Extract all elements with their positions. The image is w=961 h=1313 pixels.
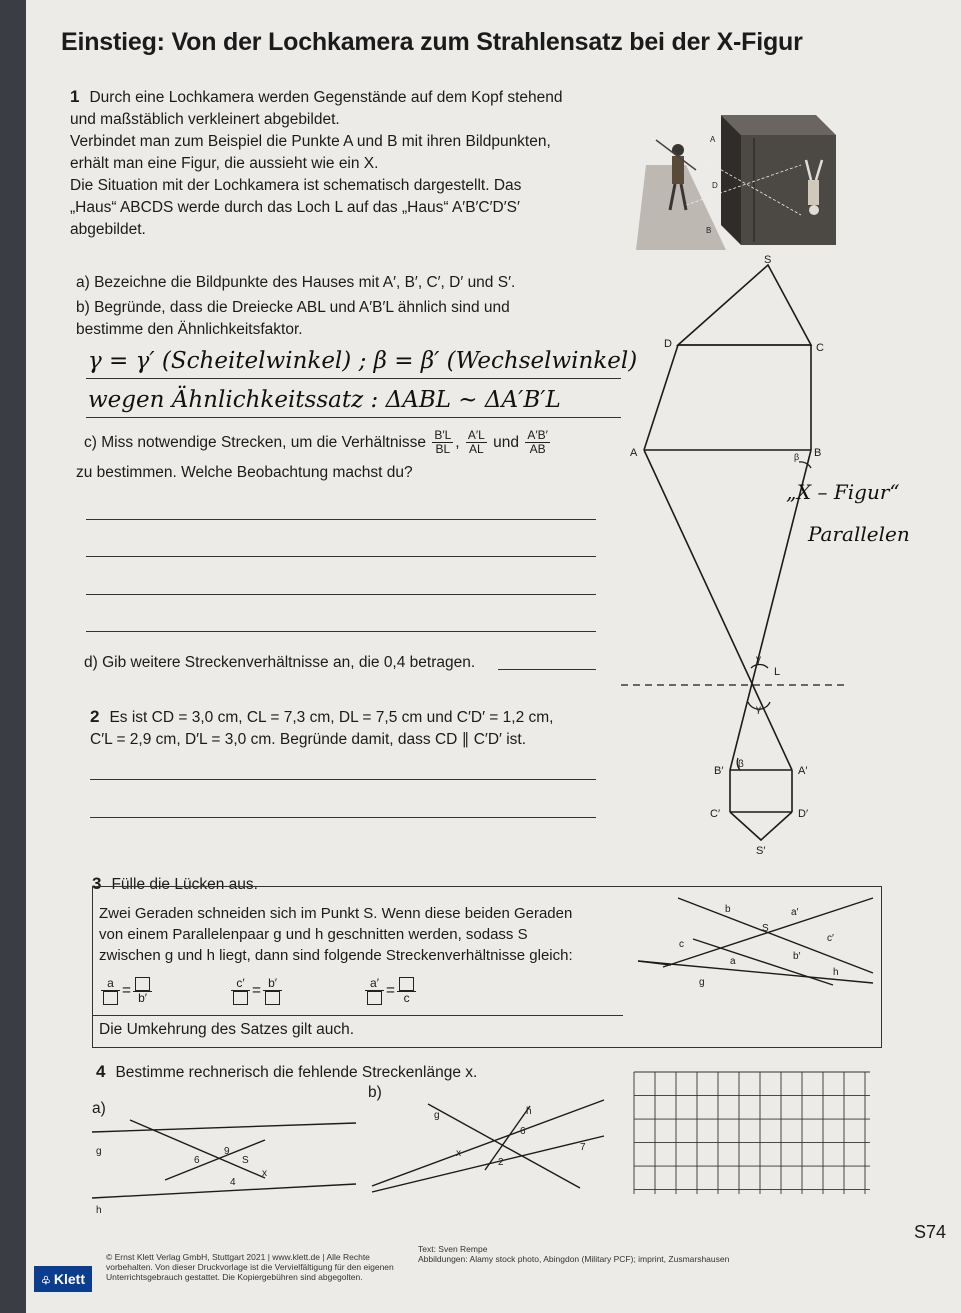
blank-box[interactable]	[265, 991, 280, 1005]
task4b-figure	[370, 1098, 610, 1194]
label-gamma: γ	[756, 654, 761, 665]
label-b-prime: B′	[714, 765, 724, 777]
task1c: c) Miss notwendige Strecken, um die Verhältnisse $\frac{B'L}{BL}$ , $\frac{A'L}{AL}$ und $\frac{A'B'}{AB}$	[84, 428, 548, 457]
task1a: a) Bezeichne die Bildpunkte des Hauses mit A′, B′, C′, D′ und S′.	[76, 274, 516, 291]
label-beta: β	[794, 452, 800, 462]
task4-heading-text: Bestimme rechnerisch die fehlende Streckenlänge x.	[115, 1064, 478, 1081]
t4b-line-g	[428, 1104, 580, 1188]
task2-line-0	[90, 706, 553, 729]
ratio2-right-num: b′	[263, 977, 282, 991]
camera-label-b: B	[706, 226, 712, 235]
ratio1-left-den	[101, 991, 120, 1005]
task1c-line2: zu bestimmen. Welche Beobachtung machst du?	[76, 464, 413, 481]
t3-label-a-prime: a′	[791, 907, 799, 918]
t3-label-b: b	[725, 904, 731, 915]
t3-label-g: g	[699, 977, 705, 988]
task4a-figure	[90, 1118, 360, 1218]
label-s: S	[764, 254, 772, 266]
image-roof	[730, 812, 792, 840]
task2-number: 2	[90, 707, 100, 726]
ratio3-right	[397, 977, 416, 1005]
task3-ratio-1: a = b′	[99, 977, 154, 1005]
label-d-prime: D′	[798, 808, 809, 820]
task3-ratio-3: a′ = c	[363, 977, 418, 1005]
label-a-prime: A′	[798, 765, 808, 777]
task4a-label: a)	[92, 1100, 106, 1117]
task1b-line-1: bestimme den Ähnlichkeitsfaktor.	[76, 321, 303, 338]
t4b-label-x: x	[456, 1148, 461, 1159]
blank-box[interactable]	[399, 977, 414, 991]
task3-number: 3	[92, 874, 102, 893]
task2	[90, 706, 553, 751]
task3-line-1: von einem Parallelenpaar g und h geschnitten werden, sodass S	[99, 926, 528, 943]
copyright-line-2: Unterrichtsgebrauch gestattet. Die Kopiergebühren sind abgegolten.	[106, 1272, 363, 1282]
ratio2-right-den	[263, 991, 282, 1005]
task2-text-1: Es ist CD = 3,0 cm, CL = 7,3 cm, DL = 7,5 cm und C′D′ = 1,2 cm,	[109, 709, 554, 726]
task1-line-5: „Haus“ ABCDS werde durch das Loch L auf das „Haus“ A′B′C′D′S′	[70, 199, 520, 216]
t4b-line-h	[485, 1106, 530, 1170]
blank-box[interactable]	[103, 991, 118, 1005]
task1-line-6: abgebildet.	[70, 221, 146, 238]
ratio2-left-num: c′	[231, 977, 250, 991]
label-beta-prime: β	[738, 759, 744, 770]
ratio3-right-den: c	[403, 991, 410, 1005]
t3-label-c: c	[679, 939, 684, 950]
t4b-label-seven: 7	[580, 1142, 586, 1153]
ratio3-left-num: a′	[365, 977, 384, 991]
x-figure-diagram	[606, 250, 961, 860]
ratio-bl-num: B′L	[434, 428, 452, 443]
task3-divider	[93, 1015, 623, 1016]
t4a-label-nine: 9	[224, 1146, 230, 1157]
blank-box[interactable]	[233, 991, 248, 1005]
ratio1-left	[101, 977, 120, 1005]
task1-number: 1	[70, 87, 80, 106]
klett-logo-icon: ♧	[41, 1275, 51, 1287]
task1d: d) Gib weitere Streckenverhältnisse an, die 0,4 betragen.	[84, 654, 476, 671]
task1-line-1: und maßstäblich verkleinert abgebildet.	[70, 111, 340, 128]
blank-box[interactable]	[367, 991, 382, 1005]
label-d: D	[664, 338, 672, 350]
t4a-label-g: g	[96, 1146, 102, 1157]
answer-line-5	[86, 594, 596, 595]
camera-label-a: A	[710, 135, 716, 144]
label-b: B	[814, 447, 822, 459]
ratio-al-num: A′L	[467, 428, 485, 443]
camera-obscura-illustration	[626, 110, 846, 250]
ratio1-right-num	[133, 977, 152, 992]
answer-line-7	[90, 779, 596, 780]
angle-gamma-top	[751, 664, 768, 668]
annotation-x-figure: „X – Figur“	[786, 480, 900, 504]
klett-logo	[34, 1266, 92, 1292]
t3-label-h: h	[833, 967, 839, 978]
ratio-ab-den: AB	[529, 442, 546, 457]
t4a-label-h: h	[96, 1205, 102, 1216]
answer-line-8	[90, 817, 596, 818]
answer-line-2	[86, 417, 621, 418]
answer-line-d	[498, 669, 596, 670]
task3-footer: Die Umkehrung des Satzes gilt auch.	[99, 1021, 355, 1038]
task1-intro-text: Durch eine Lochkamera werden Gegenstände auf dem Kopf stehend	[89, 89, 563, 106]
task3-heading-text: Fülle die Lücken aus.	[111, 876, 258, 893]
t4b-label-six: 6	[520, 1126, 526, 1137]
task2-line-1: C′L = 2,9 cm, D′L = 3,0 cm. Begründe damit, dass CD ∥ C′D′ ist.	[90, 731, 527, 748]
task1-line-4: Die Situation mit der Lochkamera ist schematisch dargestellt. Das	[70, 177, 522, 194]
task3-line-0: Zwei Geraden schneiden sich im Punkt S. Wenn diese beiden Geraden	[99, 905, 573, 922]
t4b-label-h: h	[526, 1106, 532, 1117]
ratio1-left-num: a	[101, 977, 120, 991]
ratio2-left-den	[231, 991, 250, 1005]
scratch-grid	[632, 1070, 872, 1196]
task1b	[76, 297, 510, 341]
task3-line-2: zwischen g und h liegt, dann sind folgende Streckenverhältnisse gleich:	[99, 947, 573, 964]
t4a-label-x: x	[262, 1168, 267, 1179]
handwritten-answer-2: wegen Ähnlichkeitssatz : ΔABL ~ ΔA′B′L	[88, 387, 561, 413]
page-code: S74	[914, 1222, 947, 1242]
t4b-line-2	[372, 1136, 604, 1192]
ratio3-left	[365, 977, 384, 1005]
task1b-line-0: b) Begründe, dass die Dreiecke ABL und A′B′L ähnlich sind und	[76, 299, 510, 316]
ratio-al	[466, 429, 487, 456]
label-l: L	[774, 666, 781, 678]
ratio2-right	[263, 977, 282, 1005]
camera-label-d: D	[712, 181, 718, 190]
task3-ratio-2: c′ = b′	[229, 977, 284, 1005]
t3-label-b-prime: b′	[793, 951, 801, 962]
task1c-and: und	[493, 434, 520, 451]
label-c: C	[816, 342, 824, 354]
blank-box[interactable]	[135, 977, 150, 991]
parallel-h-line	[693, 939, 833, 985]
t4a-label-six: 6	[194, 1155, 200, 1166]
task4-number: 4	[96, 1062, 106, 1081]
t3-label-a: a	[730, 956, 736, 967]
klett-logo-text: Klett	[53, 1271, 85, 1287]
task1c-text: c) Miss notwendige Strecken, um die Verhältnisse	[84, 434, 427, 451]
copyright-line-1: vorbehalten. Von dieser Druckvorlage ist die Vervielfältigung für den eigenen	[106, 1262, 394, 1272]
task1-line-0	[70, 86, 630, 109]
label-a: A	[630, 447, 638, 459]
house-roof	[678, 265, 811, 345]
annotation-parallels: Parallelen	[808, 522, 910, 546]
ratio-bl-den: BL	[435, 442, 451, 457]
page-title: Einstieg: Von der Lochkamera zum Strahlensatz bei der X-Figur	[61, 28, 803, 56]
label-s-prime: S′	[756, 845, 766, 857]
answer-line-6	[86, 631, 596, 632]
footer-copyright	[106, 1252, 394, 1282]
t4b-line-1	[372, 1100, 604, 1186]
t4a-line-g	[92, 1123, 356, 1132]
ratio1-right-den: b′	[138, 991, 148, 1005]
t4a-ray-2	[165, 1140, 265, 1180]
ratio-ab-num: A′B′	[527, 428, 548, 443]
ratio2-left	[231, 977, 250, 1005]
label-c-prime: C′	[710, 808, 721, 820]
worksheet-page	[26, 0, 961, 1313]
answer-line-4	[86, 556, 596, 557]
t4a-label-s: S	[242, 1155, 249, 1166]
t4a-label-four: 4	[230, 1177, 236, 1188]
task1-line-3: erhält man eine Figur, die aussieht wie ein X.	[70, 155, 379, 172]
angle-beta	[799, 462, 811, 468]
ratio-al-den: AL	[469, 442, 484, 457]
t4a-line-h	[92, 1184, 356, 1198]
task4-heading	[96, 1061, 477, 1084]
task3-text	[99, 903, 573, 966]
ratio3-left-den	[365, 991, 384, 1005]
task1-line-2: Verbindet man zum Beispiel die Punkte A und B mit ihren Bildpunkten,	[70, 133, 551, 150]
task1-intro	[70, 86, 630, 241]
task3-figure	[633, 893, 878, 989]
ratio1-right	[133, 977, 152, 1005]
footer-credits	[418, 1244, 729, 1264]
text-credit: Text: Sven Rempe	[418, 1244, 488, 1254]
ratio3-right-num	[397, 977, 416, 992]
t4b-label-g: g	[434, 1110, 440, 1121]
house-edge-da	[644, 345, 678, 450]
t3-label-c-prime: c′	[827, 933, 834, 944]
answer-line-1	[86, 378, 621, 379]
ratio-ab	[525, 429, 550, 456]
image-credit: Abbildungen: Alamy stock photo, Abingdon (Military PCF); imprint, Zusmarshausen	[418, 1254, 730, 1264]
answer-line-3	[86, 519, 596, 520]
task4b-label: b)	[368, 1084, 382, 1101]
label-gamma-prime: γ	[756, 704, 761, 715]
ratio-bl	[432, 429, 453, 456]
line-through-s-1	[678, 898, 873, 973]
t3-label-s: S	[762, 923, 769, 934]
task3-box	[92, 886, 882, 1048]
handwritten-answer-1: γ = γ′ (Scheitelwinkel) ; β = β′ (Wechselwinkel)	[88, 348, 638, 374]
copyright-line-0: © Ernst Klett Verlag GmbH, Stuttgart 2021 | www.klett.de | Alle Rechte	[106, 1252, 370, 1262]
t4b-label-two: 2	[498, 1157, 504, 1168]
